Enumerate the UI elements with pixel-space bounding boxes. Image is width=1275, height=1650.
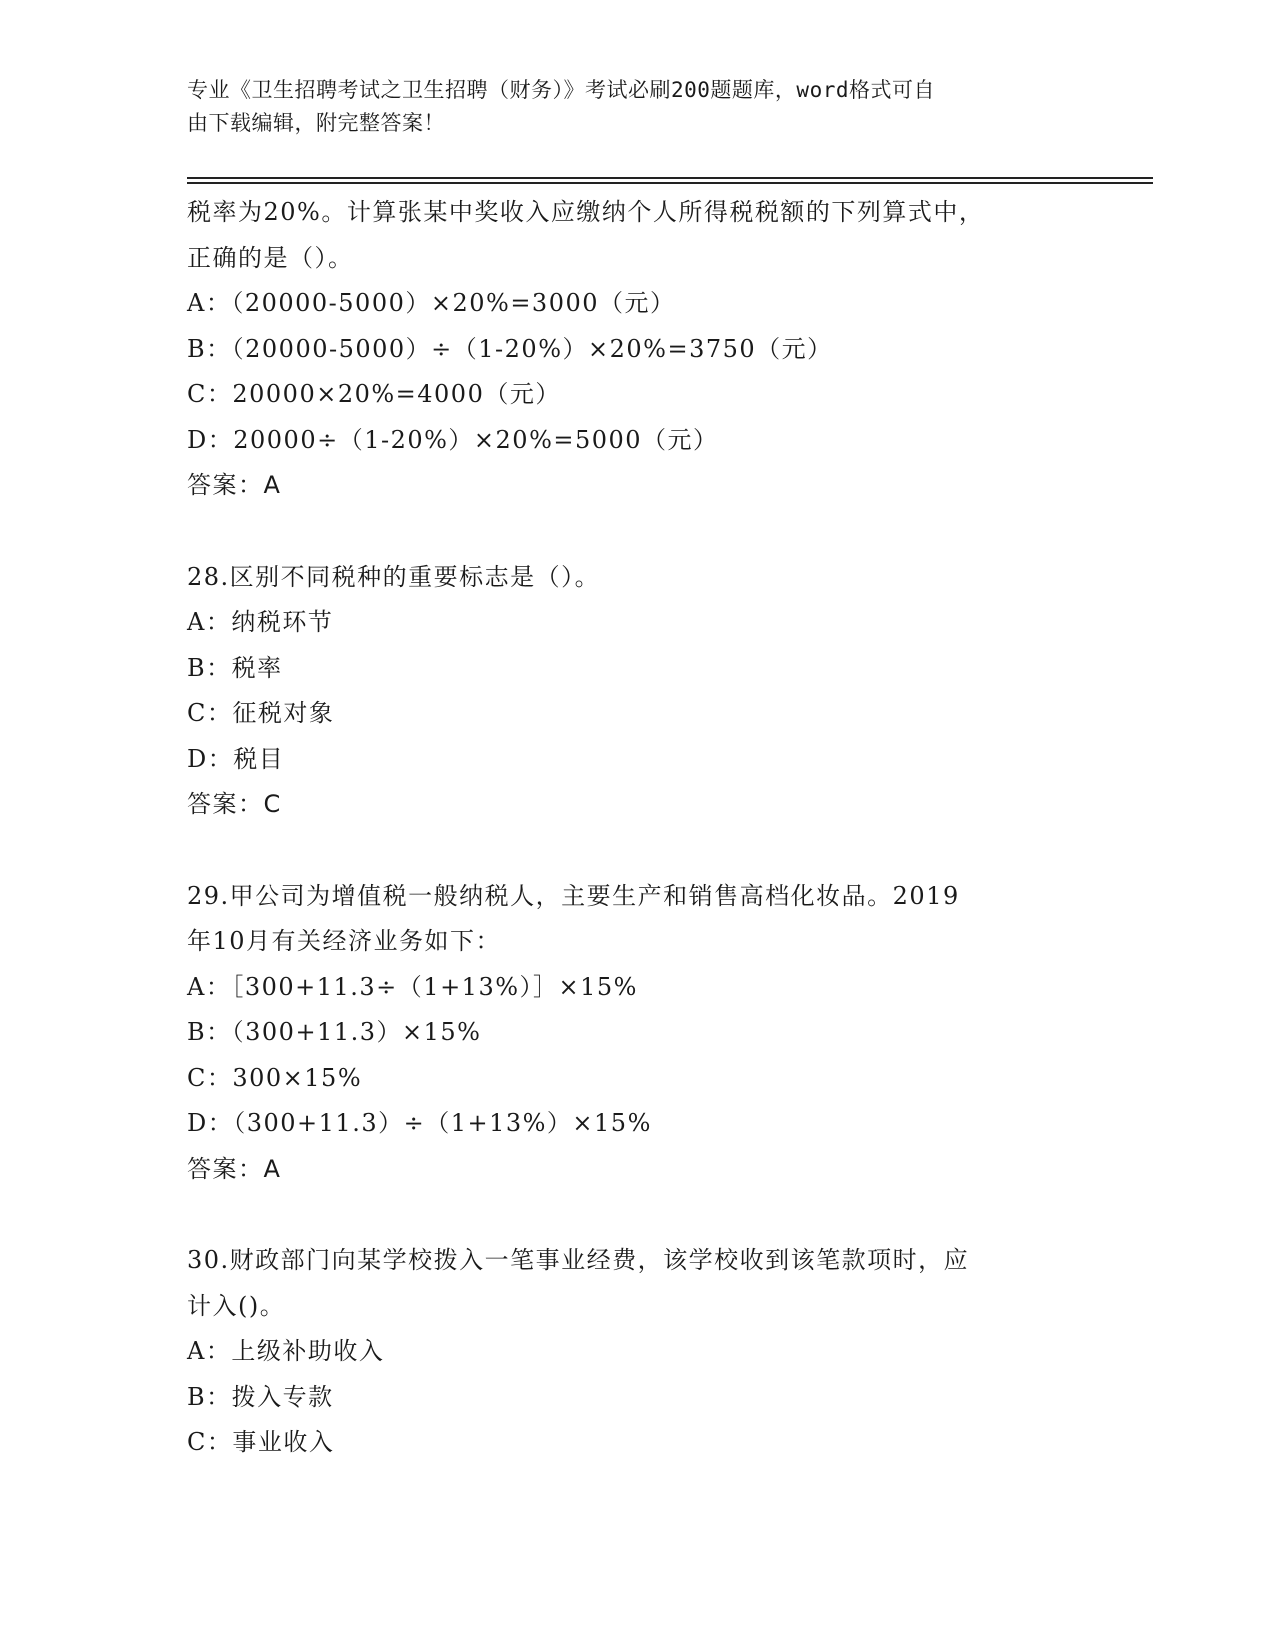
- answer-label: 答案：A: [187, 471, 282, 499]
- option-c: C：征税对象: [187, 699, 335, 727]
- question-29: [187, 874, 1087, 1193]
- option-d: D：（300+11.3）÷（1+13%）×15%: [187, 1109, 652, 1137]
- option-a: A：纳税环节: [187, 608, 334, 636]
- option-c: C：事业收入: [187, 1428, 335, 1456]
- answer-label: 答案：A: [187, 1154, 282, 1183]
- question-27: [187, 190, 1087, 509]
- option-a: A：（20000-5000）×20%=3000（元）: [187, 289, 676, 317]
- option-a: A：上级补助收入: [187, 1337, 385, 1365]
- header-line-1: 专业《卫生招聘考试之卫生招聘（财务）》考试必刷200题题库，word格式可自: [187, 78, 935, 102]
- header-divider-bottom: [187, 182, 1153, 184]
- question-stem: 计入()。: [187, 1291, 286, 1320]
- question-stem: 29.甲公司为增值税一般纳税人，主要生产和销售高档化妆品。2019: [187, 881, 960, 910]
- question-stem: 30.财政部门向某学校拨入一笔事业经费，该学校收到该笔款项时，应: [187, 1246, 970, 1274]
- option-c: C：20000×20%=4000（元）: [187, 380, 561, 408]
- option-c: C：300×15%: [187, 1063, 363, 1092]
- question-30: [187, 1238, 1087, 1466]
- option-b: B：拨入专款: [187, 1382, 334, 1411]
- document-header: [187, 74, 1067, 140]
- question-28: [187, 555, 1087, 828]
- option-d: D：税目: [187, 744, 285, 773]
- option-b: B：（20000-5000）÷（1-20%）×20%=3750（元）: [187, 334, 833, 363]
- option-b: B：（300+11.3）×15%: [187, 1018, 482, 1046]
- answer-label: 答案：C: [187, 790, 282, 818]
- option-a: A：［300+11.3÷（1+13%）］×15%: [187, 972, 638, 1001]
- question-list: [187, 190, 1087, 1466]
- option-d: D：20000÷（1-20%）×20%=5000（元）: [187, 425, 719, 454]
- option-b: B：税率: [187, 653, 283, 682]
- question-stem: 税率为20%。计算张某中奖收入应缴纳个人所得税税额的下列算式中，: [187, 198, 985, 226]
- header-line-2: 由下载编辑，附完整答案！: [187, 111, 445, 135]
- question-stem: 年10月有关经济业务如下：: [187, 927, 502, 955]
- header-divider-top: [187, 177, 1153, 179]
- question-stem: 28.区别不同税种的重要标志是（）。: [187, 562, 601, 591]
- question-stem: 正确的是（）。: [187, 243, 354, 272]
